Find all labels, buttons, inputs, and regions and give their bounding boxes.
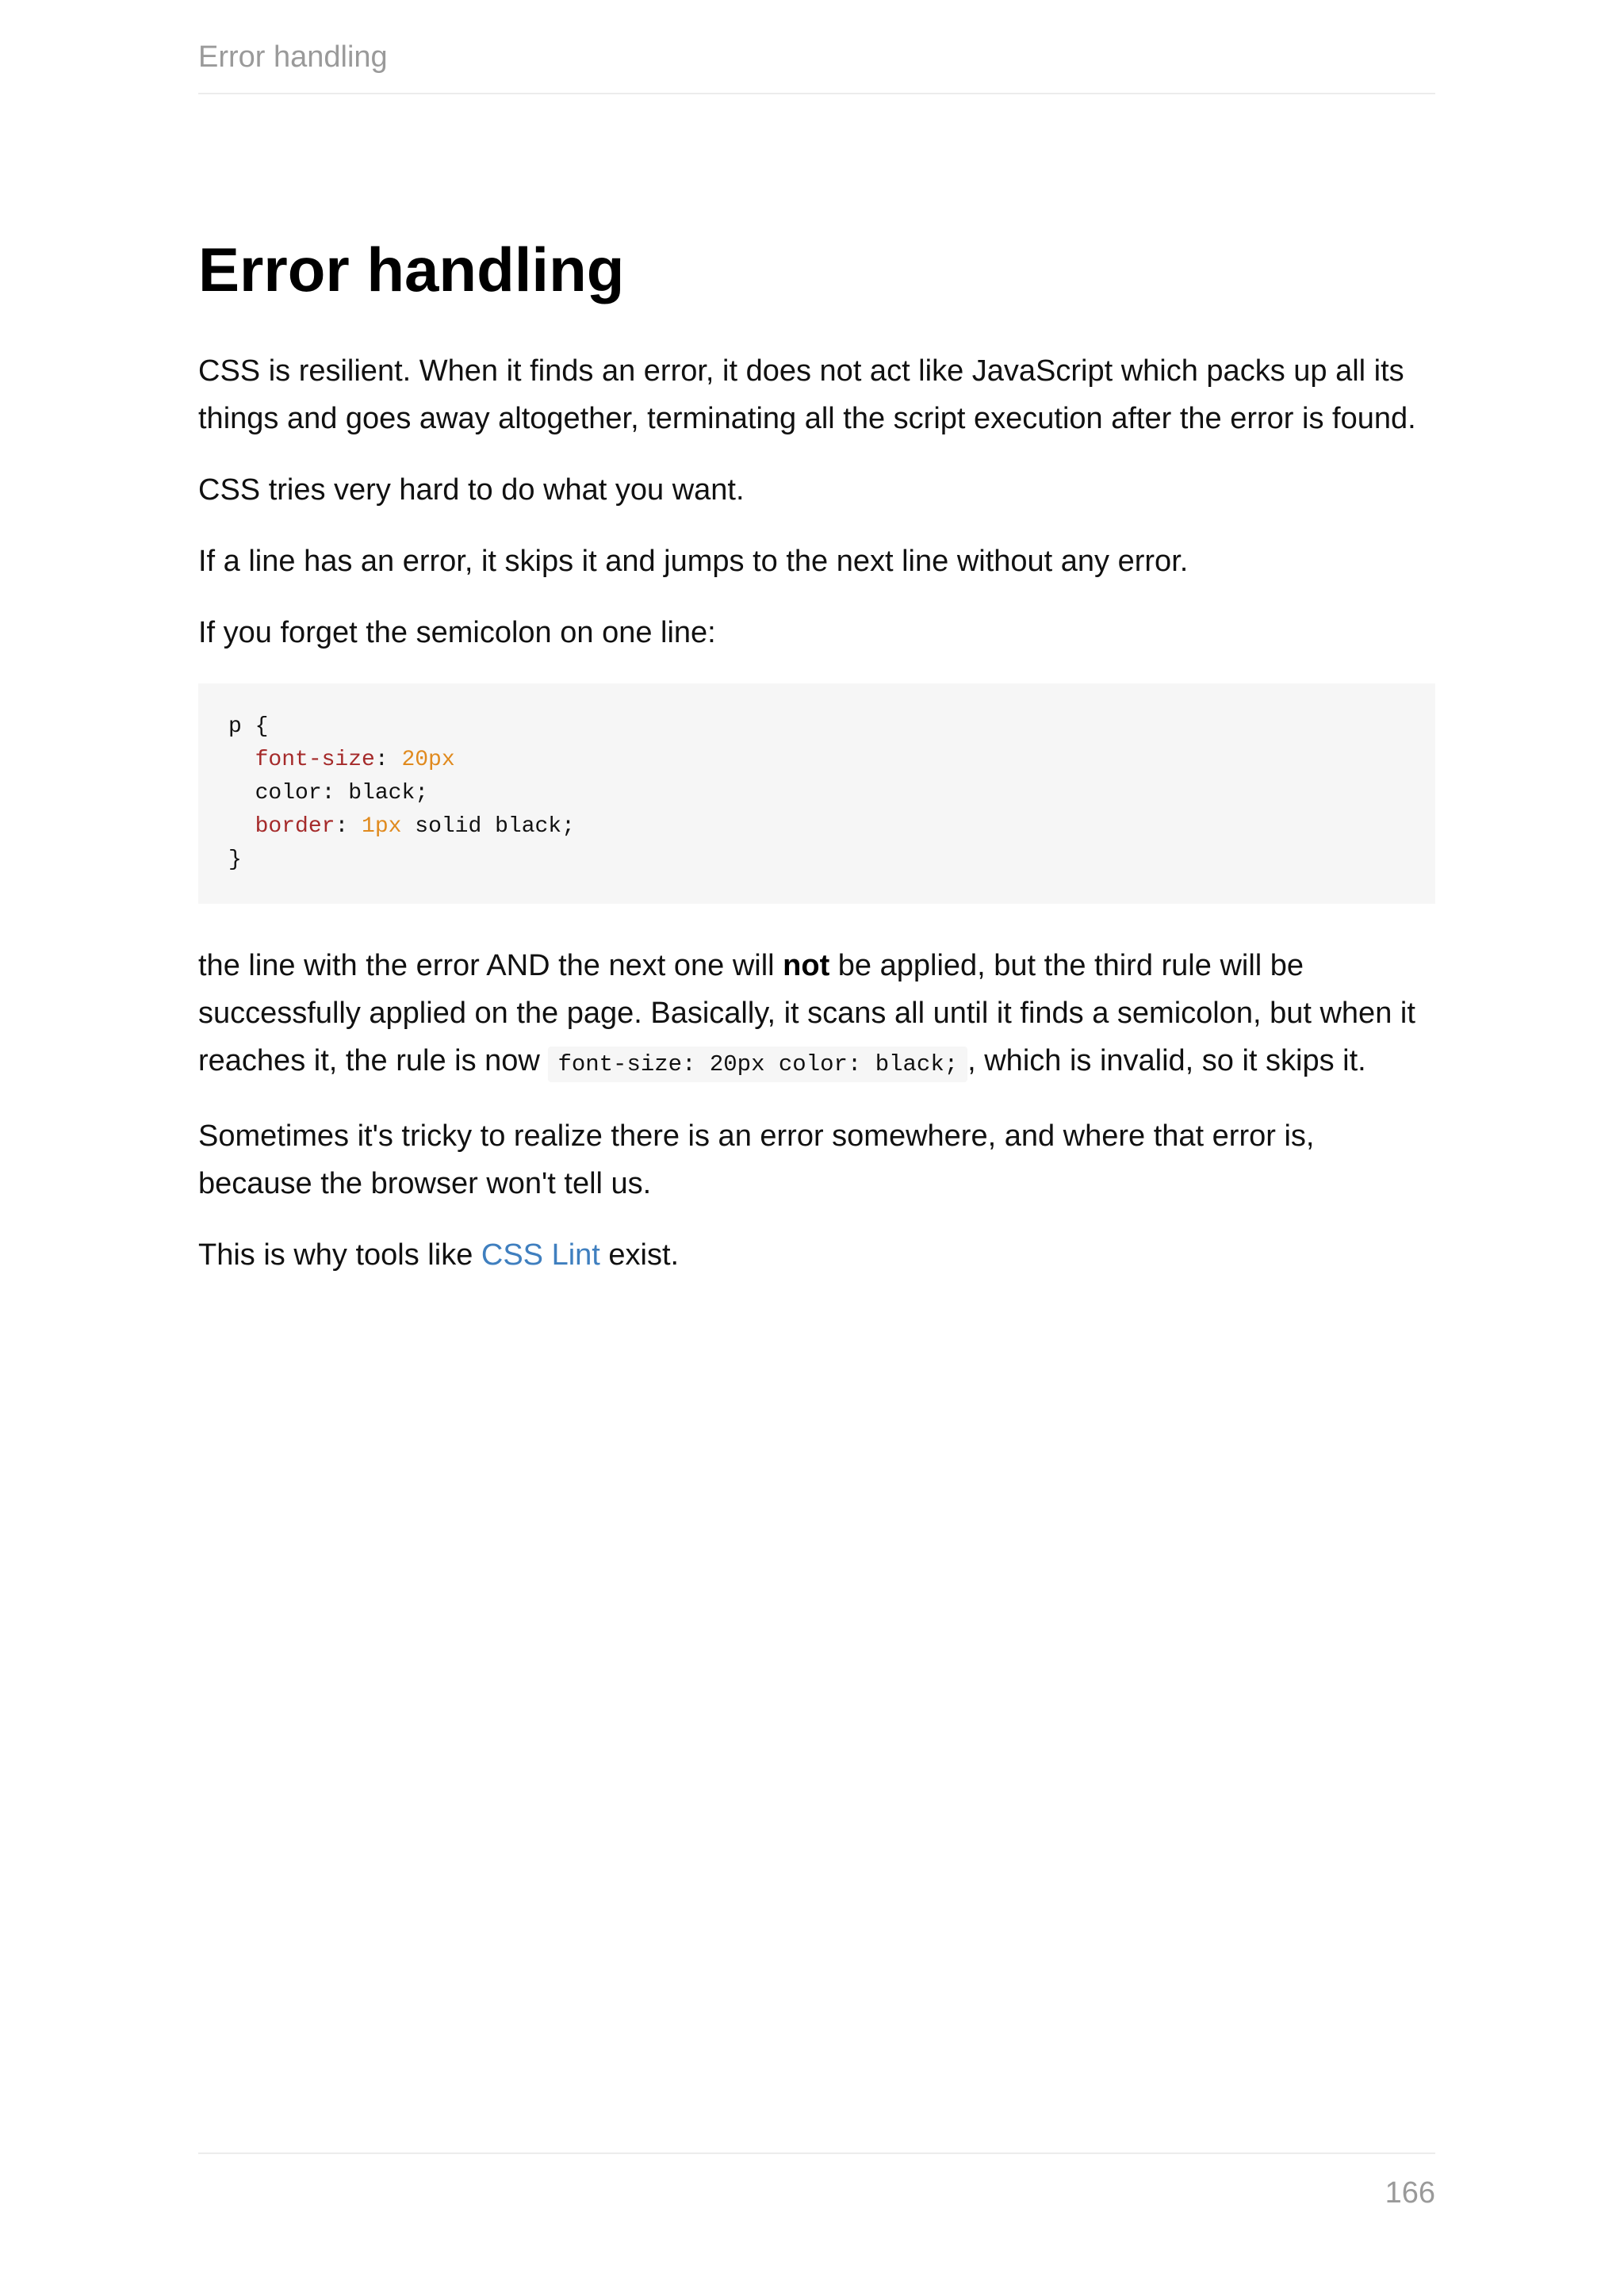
header-divider bbox=[198, 93, 1435, 94]
code-block bbox=[198, 683, 1435, 904]
code-text: : bbox=[335, 814, 362, 839]
article-content bbox=[198, 228, 1435, 1303]
paragraph-tricky: Sometimes it's tricky to realize there is an error somewhere, and where that error is, because the browser won't tell us. bbox=[198, 1119, 1315, 1200]
text-segment: This is why tools like bbox=[198, 1238, 481, 1272]
code-property: border bbox=[255, 814, 335, 839]
footer-divider bbox=[198, 2152, 1435, 2154]
inline-code: font-size: 20px color: black; bbox=[548, 1047, 967, 1082]
paragraph-skips-line: If a line has an error, it skips it and jumps to the next line without any error. bbox=[198, 545, 1189, 578]
code-line-1 bbox=[228, 710, 1405, 744]
code-text: solid black; bbox=[401, 814, 575, 839]
paragraph-tries-hard: CSS tries very hard to do what you want. bbox=[198, 473, 745, 507]
code-line-2 bbox=[228, 744, 1405, 777]
page-number: 166 bbox=[1385, 2176, 1435, 2210]
text-segment: be applied, but the third rule will be successfully applied on the page. Basically, it scans all until it finds a semicolon, but when it reaches it, the rule is now bbox=[198, 949, 1415, 1077]
code-text: color: black; bbox=[255, 781, 429, 806]
page-title: Error handling bbox=[198, 235, 625, 304]
text-segment: the line with the error AND the next one will bbox=[198, 949, 783, 982]
document-page bbox=[198, 0, 1435, 2296]
text-segment: , which is invalid, so it skips it. bbox=[967, 1044, 1366, 1077]
emphasis-not: not bbox=[783, 949, 830, 982]
paragraph-resilient: CSS is resilient. When it finds an error, it does not act like JavaScript which packs up all its things and goes away altogether, terminating all the script execution after the error is found. bbox=[198, 354, 1416, 435]
code-number: 1px bbox=[362, 814, 402, 839]
code-line-3 bbox=[228, 777, 1405, 810]
code-number: 20px bbox=[401, 748, 455, 772]
paragraph-tools bbox=[198, 1231, 1435, 1279]
code-text: : bbox=[374, 748, 402, 772]
paragraph-forget-semicolon: If you forget the semicolon on one line: bbox=[198, 616, 716, 649]
running-header: Error handling bbox=[198, 40, 388, 74]
text-segment: exist. bbox=[599, 1238, 680, 1272]
code-line-4 bbox=[228, 810, 1405, 844]
code-text: p { bbox=[228, 714, 269, 739]
paragraph-error-explanation bbox=[198, 942, 1435, 1089]
code-line-5 bbox=[228, 844, 1405, 877]
css-lint-link[interactable]: CSS Lint bbox=[481, 1238, 600, 1272]
code-text: } bbox=[228, 848, 242, 872]
code-property: font-size bbox=[255, 748, 375, 772]
